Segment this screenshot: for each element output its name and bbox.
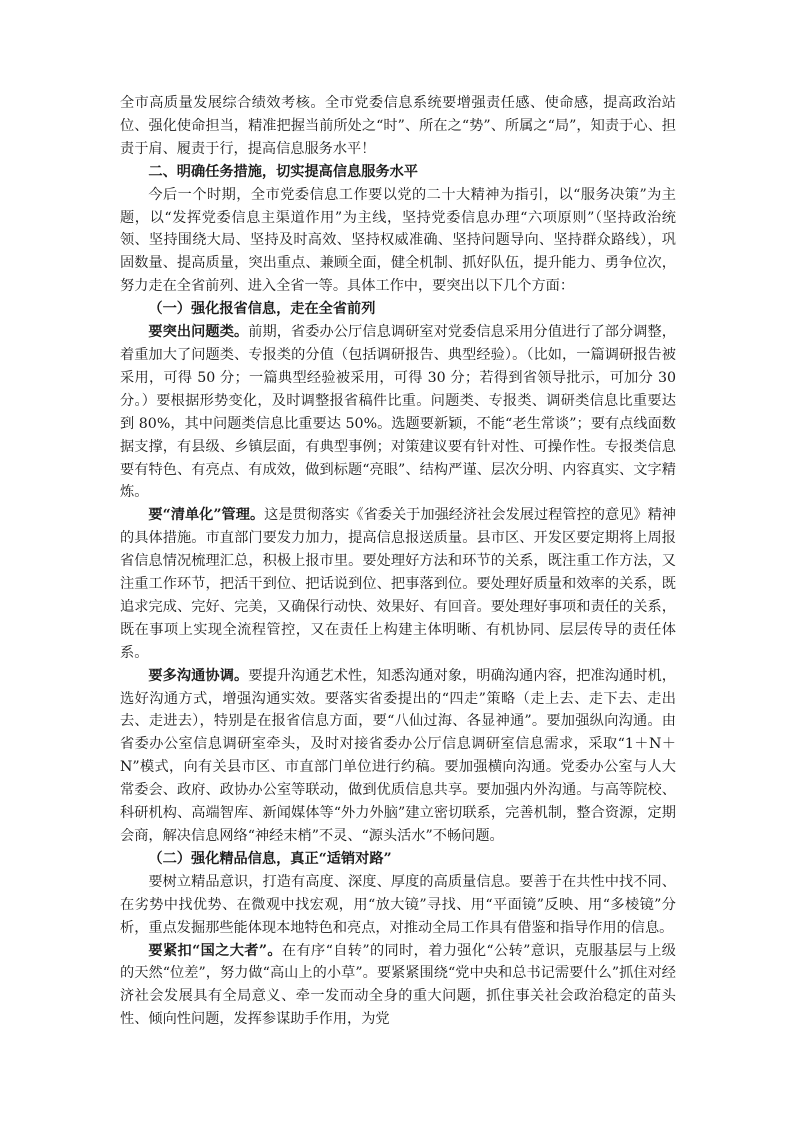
paragraph-body: 在有序“自转”的同时，着力强化“公转”意识，克服基层与上级的天然“位差”，努力做“高山上的小草”。要紧紧围绕“党中央和总书记需要什么”抓住对经济社会发展具有全局意义、牵一发而动全身的重大问题，抓住事关社会政治稳定的苗头性、倾向性问题，发挥参谋助手作用，为党 xyxy=(120,942,676,1028)
subsection-heading-2: （二）强化精品信息，真正“适销对路” xyxy=(148,850,392,867)
document-page xyxy=(120,92,676,1031)
paragraph-intro: 全市高质量发展综合绩效考核。全市党委信息系统要增强责任感、使命感，提高政治站位、强化使命担当，精准把握当前所处之“时”、所在之“势”、所属之“局”，知责于心、担责于肩、履责于行，提高信息服务水平！ xyxy=(120,95,676,157)
paragraph-quality-info: 要树立精品意识，打造有高度、深度、厚度的高质量信息。要善于在共性中找不同、在劣势中找优势、在微观中找宏观，用“放大镜”寻找、用“平面镜”反映、用“多棱镜”分析，重点发掘那些能体现本地特色和亮点，对推动全局工作具有借鉴和指导作用的信息。 xyxy=(120,873,676,936)
paragraph-overview: 今后一个时期，全市党委信息工作要以党的二十大精神为指引，以“服务决策”为主题，以“发挥党委信息主渠道作用”为主线，坚持党委信息办理“六项原则”（坚持政治统领、坚持围绕大局、坚持及时高效、坚持权威准确、坚持问题导向、坚持群众路线），巩固数量、提高质量，突出重点、兼顾全面，健全机制、抓好队伍，提升能力、勇争位次，努力走在全省前列、进入全省一等。具体工作中，要突出以下几个方面： xyxy=(120,186,676,295)
paragraph-body: 要提升沟通艺术性，知悉沟通对象，明确沟通内容，把准沟通时机，选好沟通方式，增强沟通实效。要落实省委提出的“四走”策略（走上去、走下去、走出去、走进去），特别是在报省信息方面，要“八仙过海、各显神通”。要加强纵向沟通。由省委办公室信息调研室牵头，及时对接省委办公厅信息调研室信息需求，采取“1＋N＋N”模式，向有关县市区、市直部门单位进行约稿。要加强横向沟通。党委办公室与人大常委会、政府、政协办公室等联动，做到优质信息共享。要加强内外沟通。与高等院校、科研机构、高端智库、新闻媒体等“外力外脑”建立密切联系，完善机制，整合资源，定期会商，解决信息网络“神经末梢”不灵、“源头活水”不畅问题。 xyxy=(120,667,676,844)
paragraph-lead: 要多沟通协调。 xyxy=(148,667,249,684)
paragraph-lead: 要突出问题类。 xyxy=(148,324,249,341)
paragraph-national-priorities xyxy=(120,940,676,1032)
section-heading-2: 二、明确任务措施，切实提高信息服务水平 xyxy=(148,163,418,180)
paragraph-communication xyxy=(120,665,676,848)
paragraph-body: 前期，省委办公厅信息调研室对党委信息采用分值进行了部分调整，着重加大了问题类、专报类的分值（包括调研报告、典型经验）。（比如，一篇调研报告被采用，可得 50 分；一篇典型经验被采用，可得 30 分；若得到省领导批示，可加分 30 分。）要根据形势变化，及时调整报省稿件比重。问题类、专报类、调研类信息比重要达到 80%，其中问题类信息比重要达 50%。选题要新颖，不能“老生常谈”；要有点线面数据支撑，有县级、乡镇层面，有典型事例；对策建议要有针对性、可操作性。专报类信息要有特色、有亮点、有成效，做到标题“亮眼”、结构严谨、层次分明、内容真实、文字精炼。 xyxy=(120,324,676,501)
paragraph-lead: 要“清单化”管理。 xyxy=(148,507,265,524)
subsection-heading-1: （一）强化报省信息，走在全省前列 xyxy=(148,301,376,318)
paragraph-body: 这是贯彻落实《省委关于加强经济社会发展过程管控的意见》精神的具体措施。市直部门要发力加力，提高信息报送质量。县市区、开发区要定期将上周报省信息情况梳理汇总，积极上报市里。要处理好方法和环节的关系，既注重工作方法，又注重工作环节，把活干到位、把话说到位、把事落到位。要处理好质量和效率的关系，既追求完成、完好、完美，又确保行动快、效果好、有回音。要处理好事项和责任的关系，既在事项上实现全流程管控，又在责任上构建主体明晰、有机协同、层层传导的责任体系。 xyxy=(120,507,676,661)
paragraph-checklist-management xyxy=(120,504,676,664)
paragraph-problem-category xyxy=(120,321,676,504)
paragraph-lead: 要紧扣“国之大者”。 xyxy=(148,942,282,959)
